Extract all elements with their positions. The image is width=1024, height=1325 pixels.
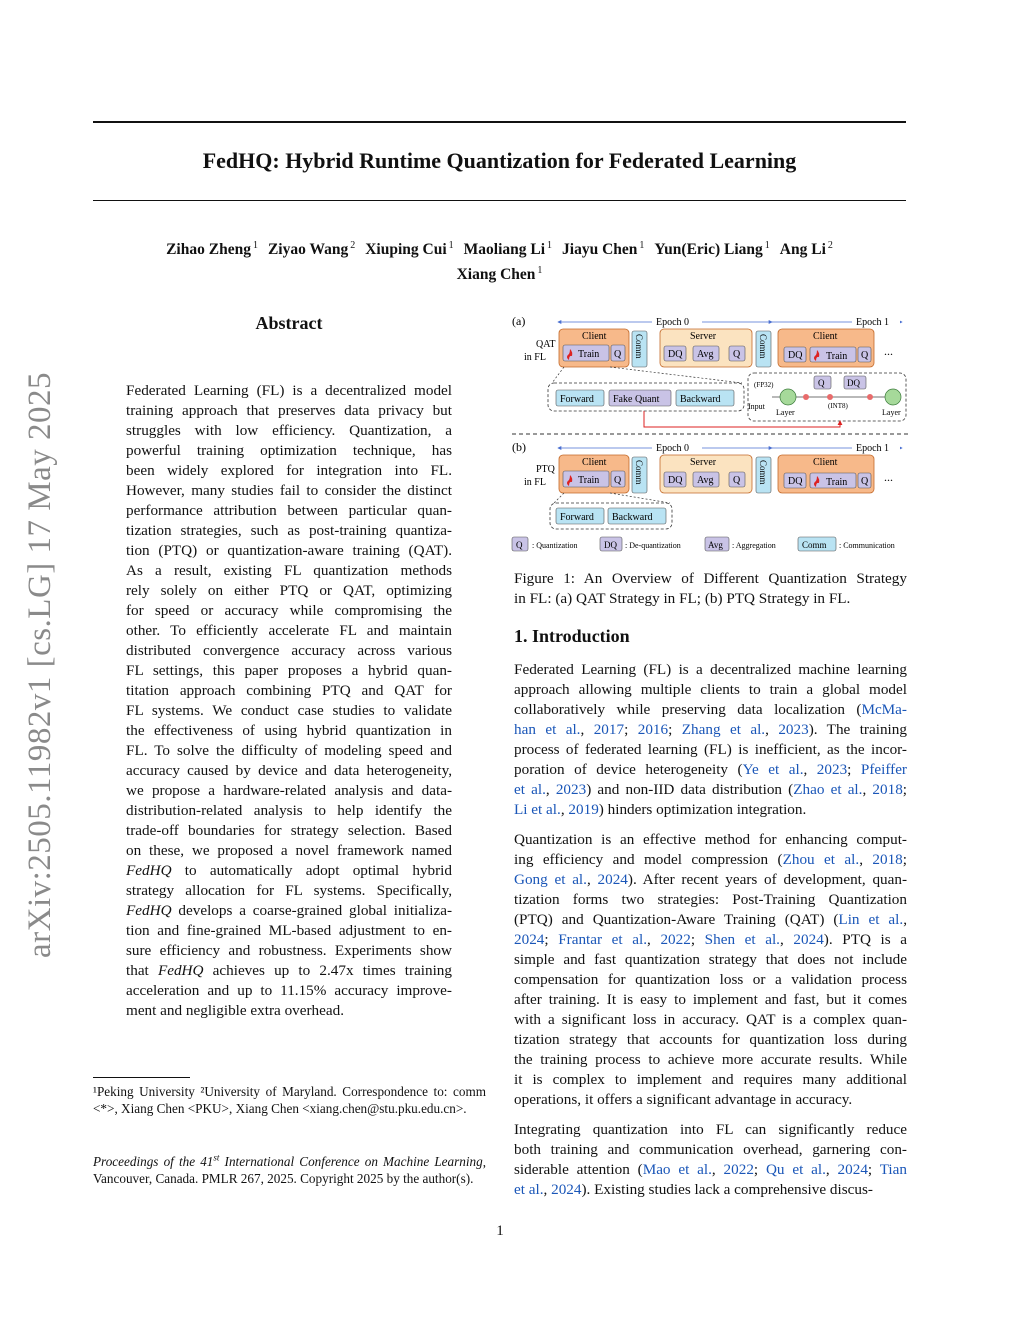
text-line: both training and communication overhead, garnering con- <box>514 1141 907 1158</box>
author-name: Ang Li $^2$ <box>779 240 833 259</box>
footnote-rule <box>93 1077 190 1078</box>
train-label-a2: Train <box>826 351 848 362</box>
citation-link[interactable]: Shen et al. <box>704 931 780 948</box>
page-number: 1 <box>496 1223 504 1239</box>
intro-paragraph-3 <box>514 1120 907 1200</box>
text-line: (PTQ) and Quantization-Aware Training (QAT) (Lin et al., <box>514 911 907 928</box>
abstract-line: FedHQ develops a coarse-grained global initializa- <box>126 902 452 919</box>
layer-node <box>885 389 901 405</box>
section-heading-introduction: 1. Introduction <box>514 626 630 646</box>
layer-node <box>780 389 796 405</box>
abstract-heading: Abstract <box>255 313 323 333</box>
qat-label: QAT <box>536 339 556 350</box>
layer-label-2: Layer <box>882 408 901 417</box>
abstract-line: powerful training optimization technique, has <box>126 442 452 459</box>
abstract-line: titation approach combining PTQ and QAT for <box>126 682 452 699</box>
author-list <box>93 235 906 285</box>
backward-label-b: Backward <box>612 512 653 523</box>
train-label-b2: Train <box>826 477 848 488</box>
figure-caption <box>514 569 907 609</box>
avg-label-a: Avg <box>697 349 714 360</box>
citation-link[interactable]: Zhou et al. <box>782 851 860 868</box>
q-label-a3: Q <box>861 350 869 361</box>
text-line: compensation for quantization loss or a validation process <box>514 971 907 988</box>
citation-link[interactable]: Mao et al. <box>642 1161 712 1178</box>
input-label: Input <box>748 402 765 411</box>
abstract-line: other. To efficiently accelerate FL and maintain <box>126 622 452 639</box>
citation-link[interactable]: McMa- <box>861 701 907 718</box>
citation-link[interactable]: 2022 <box>723 1161 754 1178</box>
text-line: Li et al., 2019) hinders optimization integration. <box>514 801 807 818</box>
fake-quant-label: Fake Quant <box>613 394 660 405</box>
train-label-a: Train <box>578 349 600 360</box>
text-line: ing efficiency and model compression (Zhou et al., 2018; <box>514 851 907 868</box>
quant-dot <box>803 394 809 400</box>
abstract-line: the effectiveness of using hybrid quantization in <box>126 722 452 739</box>
comm-label-b2: Comm <box>758 460 768 485</box>
intro-paragraph-1 <box>514 660 907 820</box>
legend-comm-label: : Communication <box>839 541 895 550</box>
q-label-b3: Q <box>861 476 869 487</box>
citation-link[interactable]: Li et al. <box>514 801 561 818</box>
title-rule-top <box>93 121 906 123</box>
client-label-b2: Client <box>813 457 838 468</box>
abstract-line: distributed convergence accuracy across various <box>126 642 452 659</box>
caption-line: Figure 1: An Overview of Different Quantization Strategy <box>514 570 907 587</box>
abstract-line: FL. To solve the difficulty of modeling speed and <box>126 742 452 759</box>
feedback-arrow <box>644 411 840 427</box>
proceedings-rest: , Vancouver, Canada. PMLR 267, 2025. Copyright 2025 by the author(s). <box>93 1154 486 1187</box>
citation-link[interactable]: 2017 <box>593 721 625 738</box>
citation-link[interactable]: Ye et al. <box>742 761 804 778</box>
forward-label-b: Forward <box>560 512 594 523</box>
abstract-line: accuracy caused by device and data heterogeneity, <box>126 762 452 779</box>
quant-dot <box>867 394 873 400</box>
abstract-line: struggles with low efficiency. Quantization, a <box>126 422 452 439</box>
text-line: Quantization is an effective method for enhancing comput- <box>514 831 907 848</box>
abstract-line: sure efficiency and robustness. Experiments show <box>126 942 452 959</box>
citation-link[interactable]: han et al. <box>514 721 581 738</box>
proceedings-venue: Proceedings of the 41st International Conference on Machine Learning <box>93 1153 483 1170</box>
legend-q-label: : Quantization <box>532 541 578 550</box>
abstract-line: rely solely on either PTQ or QAT, optimizing <box>126 582 452 599</box>
citation-link[interactable]: 2019 <box>568 801 599 818</box>
abstract-line: distribution-related analysis to help identify the <box>126 802 452 819</box>
qat-label-2: in FL <box>524 352 546 363</box>
client-label-a: Client <box>582 331 607 342</box>
abstract-body <box>126 381 452 1021</box>
abstract-line: for speed or accuracy while compromising the <box>126 602 452 619</box>
layer-label-1: Layer <box>776 408 795 417</box>
text-line: after training. It is easy to implement and fast, but it comes <box>514 991 907 1008</box>
ptq-label-2: in FL <box>524 477 546 488</box>
legend-comm-key: Comm <box>802 540 827 550</box>
backward-label-a: Backward <box>680 394 721 405</box>
author-name: Ziyao Wang $^2$ <box>267 240 356 259</box>
text-line: Federated Learning (FL) is a decentralized machine learning <box>514 661 907 678</box>
citation-link[interactable]: 2016 <box>637 721 669 738</box>
abstract-line: acceleration and up to 11.15% accuracy improve- <box>126 982 452 999</box>
citation-link[interactable]: Lin et al. <box>838 911 904 928</box>
legend-dq-key: DQ <box>604 540 617 550</box>
author-name: Xiuping Cui $^1$ <box>365 240 454 259</box>
citation-link[interactable]: Qu et al. <box>765 1161 826 1178</box>
title-rule-bottom <box>93 200 906 201</box>
text-line: siderable attention (Mao et al., 2022; Qu et al., 2024; Tian <box>514 1161 907 1178</box>
citation-link[interactable]: Gong et al. <box>514 871 587 888</box>
affiliation-footnote: ¹Peking University ²University of Maryland. Correspondence to: comm <*>, Xiang Chen <PKU>, Xiang Chen <xiang.chen@stu.pku.edu.cn>. <box>93 1084 486 1116</box>
abstract-line: we propose a hardware-related analysis and data- <box>126 782 452 799</box>
zoom-line <box>552 367 564 383</box>
abstract-line: As a result, existing FL quantization methods <box>126 562 452 579</box>
comm-label-a2: Comm <box>758 334 768 359</box>
q-label-b: Q <box>614 475 622 486</box>
text-line: tization strategy that accounts for quantization loss during <box>514 1031 907 1048</box>
forward-label-a: Forward <box>560 394 594 405</box>
zoom-line <box>610 493 670 503</box>
client-label-a2: Client <box>813 331 838 342</box>
text-line: poration of device heterogeneity (Ye et al., 2023; Pfeiffer <box>514 761 907 778</box>
abstract-line: strategy allocation for FL systems. Specifically, <box>126 882 452 899</box>
citation-link[interactable]: 2023 <box>778 721 809 738</box>
citation-link[interactable]: 2018 <box>872 851 903 868</box>
dq-label-a2: DQ <box>788 350 803 361</box>
ellipsis-b: ... <box>884 470 893 484</box>
epoch1-label-a: Epoch 1 <box>856 317 890 328</box>
panel-a-label: (a) <box>512 314 526 328</box>
abstract-line: training approach that preserves data privacy but <box>126 402 452 419</box>
abstract-line: trade-off boundaries for strategy selection. Based <box>126 822 452 839</box>
text-line: Gong et al., 2024). After recent years of development, quan- <box>514 871 908 888</box>
q-label-b2: Q <box>733 475 741 486</box>
abstract-line: that FedHQ achieves up to 2.47x times training <box>126 962 452 979</box>
int8-label: (INT8) <box>828 402 848 410</box>
q-label-a: Q <box>614 349 622 360</box>
legend-q-key: Q <box>516 540 523 550</box>
train-label-b: Train <box>578 475 600 486</box>
dq-label-a1: DQ <box>668 349 683 360</box>
abstract-line: on these, we proposed a novel framework named <box>126 842 452 859</box>
citation-link[interactable]: Frantar et al. <box>558 931 648 948</box>
caption-line: in FL: (a) QAT Strategy in FL; (b) PTQ Strategy in FL. <box>514 590 851 607</box>
abstract-line: FL systems. We conduct case studies to validate <box>126 702 452 719</box>
text-line: the training process to achieve more accurate results. While <box>514 1051 907 1068</box>
text-line: simple and fast quantization strategy that does not include <box>514 951 907 968</box>
citation-link[interactable]: 2018 <box>872 781 903 798</box>
text-line: han et al., 2017; 2016; Zhang et al., 2023). The training <box>514 721 907 738</box>
author-name: Xiang Chen $^1$ <box>456 265 543 284</box>
abstract-line: been widely explored for integration into FL. <box>126 462 452 479</box>
author-name: Yun(Eric) Liang $^1$ <box>654 240 770 259</box>
ellipsis-a: ... <box>884 344 893 358</box>
abstract-line: performance attribution between particular quan- <box>126 502 452 519</box>
citation-link[interactable]: Pfeiffer <box>860 761 907 778</box>
abstract-line: ment and negligible extra overhead. <box>126 1002 345 1019</box>
legend-avg-label: : Aggregation <box>732 541 776 550</box>
abstract-line: tization strategies, such as post-training quantiza- <box>126 522 452 539</box>
citation-link[interactable]: 2024 <box>837 1161 868 1178</box>
legend-dq-label: : De-quantization <box>625 541 681 550</box>
comm-label-b1: Comm <box>634 460 644 485</box>
citation-link[interactable]: 2024 <box>551 1181 582 1198</box>
text-line: 2024; Frantar et al., 2022; Shen et al., 2024). PTQ is a <box>514 931 908 948</box>
text-line: et al., 2024). Existing studies lack a comprehensive discus- <box>514 1181 873 1198</box>
citation-link[interactable]: 2024 <box>793 931 824 948</box>
abstract-line: Federated Learning (FL) is a decentralized model <box>126 382 452 399</box>
ptq-label: PTQ <box>536 464 555 475</box>
citation-link[interactable]: 2024 <box>597 871 628 888</box>
text-line: process of federated learning (FL) is inefficient, as the incor- <box>514 741 907 758</box>
text-line: it is complex to implement and requires many additional <box>514 1071 907 1088</box>
text-line: collaboratively while preserving data localization (McMa- <box>514 701 907 718</box>
abstract-line: FedHQ to automatically adopt optimal hybrid <box>126 862 452 879</box>
abstract-line: However, many studies fail to consider the distinct <box>126 482 452 499</box>
citation-link[interactable]: 2022 <box>660 931 691 948</box>
abstract-line: FL settings, this paper proposes a hybrid quan- <box>126 662 452 679</box>
fp32-label: (FP32) <box>754 381 774 389</box>
citation-link[interactable]: Tian <box>879 1161 907 1178</box>
epoch1-label-b: Epoch 1 <box>856 443 890 454</box>
author-name: Maoliang Li $^1$ <box>463 240 553 259</box>
panel-b-label: (b) <box>512 440 526 454</box>
citation-link[interactable]: 2023 <box>555 781 587 798</box>
epoch0-label-b: Epoch 0 <box>656 443 690 454</box>
text-line: Integrating quantization into FL can significantly reduce <box>514 1121 907 1138</box>
citation-link[interactable]: et al. <box>514 1181 544 1198</box>
q-label-a2: Q <box>733 349 741 360</box>
text-line: operations, it offers a significant advantage in accuracy. <box>514 1091 853 1108</box>
dq-label-b2: DQ <box>788 476 803 487</box>
quant-dot <box>827 394 833 400</box>
figure-1 <box>510 311 910 557</box>
legend-avg-key: Avg <box>708 540 723 550</box>
dq-label-b1: DQ <box>668 475 683 486</box>
abstract-line: tion and fine-grained ML-based adjustment to en- <box>126 922 452 939</box>
q-label-layer: Q <box>818 378 825 388</box>
abstract-line: tion (PTQ) or quantization-aware training (QAT). <box>126 542 452 559</box>
citation-link[interactable]: Zhang et al. <box>681 721 766 738</box>
author-name: Zihao Zheng $^1$ <box>166 240 258 259</box>
citation-link[interactable]: 2023 <box>816 761 848 778</box>
text-line: tization forms two strategies: Post-Training Quantization <box>514 891 907 908</box>
citation-link[interactable]: Zhao et al. <box>793 781 863 798</box>
zoom-line <box>554 493 564 503</box>
server-label-a: Server <box>690 331 717 342</box>
intro-paragraph-2 <box>514 830 907 1110</box>
avg-label-b: Avg <box>697 475 714 486</box>
epoch0-label-a: Epoch 0 <box>656 317 690 328</box>
text-line: with a significant loss in accuracy. QAT is a complex quan- <box>514 1011 907 1028</box>
proceedings-note <box>93 1150 486 1187</box>
paper-title: FedHQ: Hybrid Runtime Quantization for Federated Learning <box>202 148 797 173</box>
server-label-b: Server <box>690 457 717 468</box>
zoom-line <box>610 367 742 383</box>
citation-link[interactable]: et al. <box>514 781 546 798</box>
text-line: approach allowing multiple clients to train a global model <box>514 681 907 698</box>
author-name: Jiayu Chen $^1$ <box>562 240 645 259</box>
arxiv-stamp: arXiv:2505.11982v1 [cs.LG] 17 May 2025 <box>22 371 58 958</box>
text-line: et al., 2023) and non-IID data distribution (Zhao et al., 2018; <box>514 781 908 798</box>
citation-link[interactable]: 2024 <box>514 931 545 948</box>
client-label-b: Client <box>582 457 607 468</box>
dq-label-layer: DQ <box>847 378 860 388</box>
comm-label-a1: Comm <box>634 334 644 359</box>
